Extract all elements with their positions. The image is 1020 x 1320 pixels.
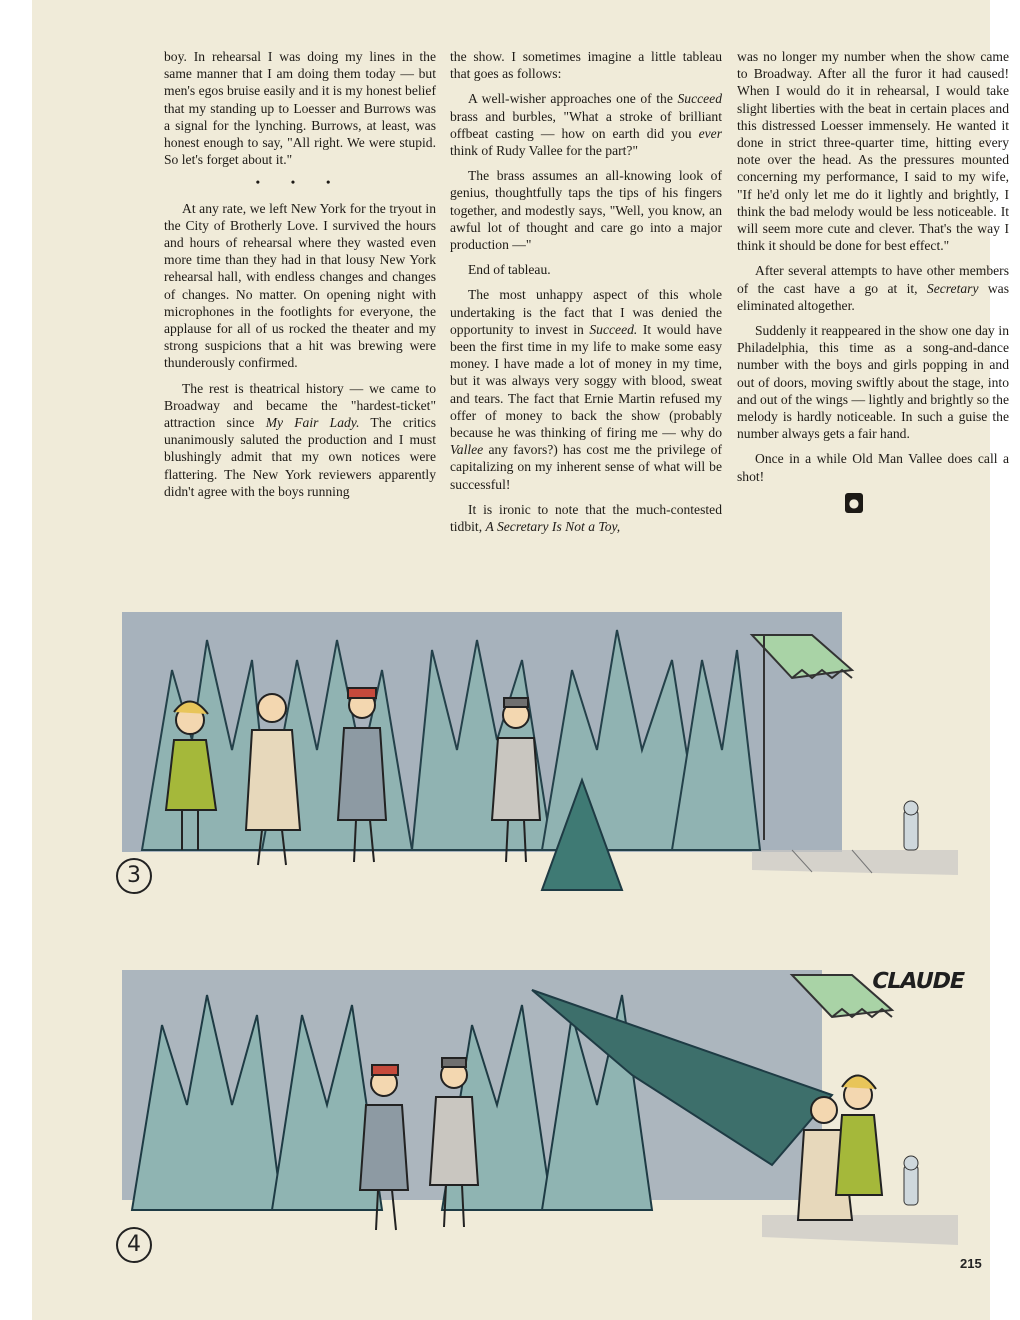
paragraph: Once in a while Old Man Vallee does call a shot! bbox=[737, 451, 1009, 484]
christmas-tree-lot-illustration bbox=[112, 600, 958, 900]
article-body bbox=[112, 48, 1009, 568]
artist-signature: CLAUDE bbox=[869, 969, 967, 994]
cartoon-panel-3 bbox=[112, 600, 958, 900]
magazine-page bbox=[32, 0, 1009, 1320]
text-column-1 bbox=[164, 48, 436, 508]
text-column-3 bbox=[737, 48, 1009, 513]
paragraph: was no longer my number when the show came to Broadway. After all the furor it had caused! When I would do it in rehearsal, I would take slight liberties with the beat in certain places and this distressed Loesser immensely. He wanted it done in strict three-quarter time, hitting every note over the head. As the pressures mounted concerning my performance, I said to my wife, "If he'd only let me do it lightly and brightly, I think the bad melody would be less noticeable. It will seem more cute and clever. That's the way I think it should be done for best effect." bbox=[737, 49, 1009, 254]
paragraph: Suddenly it reappeared in the show one day in Philadelphia, this time as a song-and-dance number with the boys and girls popping in and out of doors, moving swiftly about the stage, into and out of the wings — lightly and brightly so the melody is hardly noticeable. In such a guise the number always gets a fair hand. bbox=[737, 323, 1009, 442]
rabbit-logo-icon: ● bbox=[845, 493, 863, 513]
cartoon-panel-4 bbox=[112, 955, 967, 1270]
panel-number: 3 bbox=[116, 858, 152, 894]
text-column-2 bbox=[450, 48, 722, 543]
paragraph: boy. In rehearsal I was doing my lines in the same manner that I am doing them today — but men's egos bruise easily and it is my honest belief that my standing up to Loesser and Burrows was a signal for the lynching. Burrows, at least, was honest enough to say, "All right. We were stupid. So let's forget about it." bbox=[164, 49, 436, 168]
show-title: My Fair Lady. bbox=[265, 415, 360, 431]
paragraph: A well-wisher approaches one of the Succeed brass and burbles, "What a stroke of brilliant offbeat casting — how on earth did you ever think of Rudy Vallee for the part?" bbox=[450, 91, 722, 159]
paragraph: The brass assumes an all-knowing look of genius, thoughtfully taps the tips of his fingers together, and modestly says, "Well, you know, an awful lot of thought and care go into a major production —" bbox=[450, 168, 722, 253]
panel-number: 4 bbox=[116, 1227, 152, 1263]
paragraph: the show. I sometimes imagine a little tableau that goes as follows: bbox=[450, 49, 722, 82]
paragraph: After several attempts to have other members of the cast have a go at it, Secretary was eliminated altogether. bbox=[737, 263, 1009, 313]
paragraph: It is ironic to note that the much-contested tidbit, A Secretary Is Not a Toy, bbox=[450, 501, 722, 535]
section-separator: • • • bbox=[255, 175, 345, 190]
song-title: A Secretary Is Not a Toy, bbox=[485, 519, 621, 535]
paragraph: At any rate, we left New York for the tryout in the City of Brotherly Love. I survived the hours and hours of rehearsal where they wasted even more time than they had in that lousy New York rehearsal hall, with endless changes and changes of changes. No matter. On opening night with microphones in the footlights for everyone, the applause for all of us rocked the theater and my strong suspicions that a hit was brewing were thunderously confirmed. bbox=[164, 200, 436, 371]
paragraph: End of tableau. bbox=[468, 262, 551, 278]
tree-carrying-couple-illustration bbox=[112, 955, 958, 1270]
page-number: 215 bbox=[960, 1256, 982, 1271]
paragraph: The rest is theatrical history — we came to Broadway and became the "hardest-ticket" attraction since My Fair Lady. The critics unanimously saluted the production and I must blushingly admit that my own notices were flattering. The New York reviewers apparently didn't agree with the boys running bbox=[164, 380, 436, 499]
paragraph: The most unhappy aspect of this whole undertaking is the fact that I was denied the opportunity to invest in Succeed. It would have been the first time in my life to make some easy money. I have made a lot of money in my time, but it was always very soggy with blood, sweat and tears. The fact that Ernie Martin refused my offer of money to back the show (probably because he was thinking of firing me — why do Vallee any favors?) has cost me the privilege of capitalizing on my inherent sense of what will be successful! bbox=[450, 287, 722, 492]
